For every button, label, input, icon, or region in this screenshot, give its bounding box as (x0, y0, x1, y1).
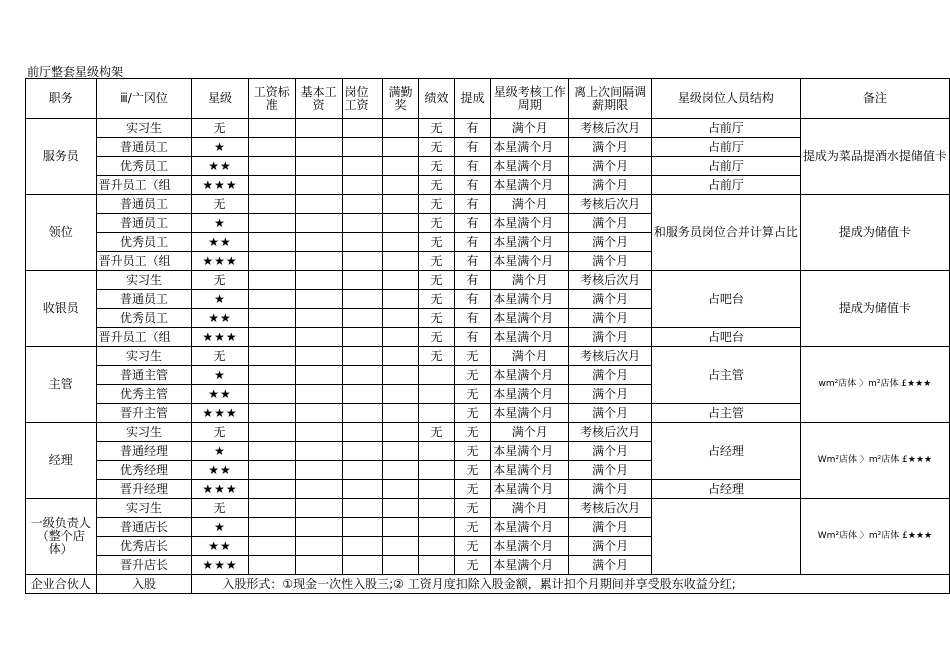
position-cell: 优秀员工 (96, 233, 192, 252)
post-salary-cell (342, 252, 382, 271)
staff-structure-cell: 占主管 (651, 347, 800, 404)
commission-cell: 无 (454, 480, 490, 499)
review-cycle-cell: 本星满个月 (491, 252, 569, 271)
star-cell: 无 (192, 347, 248, 366)
salary-standard-cell (248, 385, 295, 404)
commission-cell: 有 (454, 157, 490, 176)
commission-cell: 有 (454, 271, 490, 290)
post-salary-cell (342, 385, 382, 404)
commission-cell: 无 (454, 442, 490, 461)
base-salary-cell (295, 233, 342, 252)
table-row (26, 271, 950, 290)
position-cell: 实习生 (96, 499, 192, 518)
commission-cell: 无 (454, 461, 490, 480)
remarks-cell: 提成为储值卡 (800, 195, 949, 271)
star-cell: 无 (192, 195, 248, 214)
base-salary-cell (295, 328, 342, 347)
review-cycle-cell: 满个月 (491, 499, 569, 518)
position-cell: 实习生 (96, 119, 192, 138)
attendance-bonus-cell (382, 499, 418, 518)
performance-cell: 无 (419, 138, 455, 157)
raise-interval-cell: 满个月 (569, 290, 652, 309)
salary-standard-cell (248, 309, 295, 328)
star-cell: ★★ (192, 309, 248, 328)
performance-cell: 无 (419, 176, 455, 195)
star-cell: ★ (192, 138, 248, 157)
attendance-bonus-cell (382, 366, 418, 385)
base-salary-cell (295, 119, 342, 138)
review-cycle-cell: 满个月 (491, 423, 569, 442)
staff-structure-cell: 占吧台 (651, 271, 800, 328)
table-row (26, 195, 950, 214)
star-cell: 无 (192, 119, 248, 138)
position-cell: 普通经理 (96, 442, 192, 461)
commission-cell: 有 (454, 195, 490, 214)
raise-interval-cell: 满个月 (569, 537, 652, 556)
attendance-bonus-cell (382, 214, 418, 233)
commission-cell: 有 (454, 214, 490, 233)
salary-standard-cell (248, 157, 295, 176)
raise-interval-cell: 满个月 (569, 556, 652, 575)
raise-interval-cell: 满个月 (569, 366, 652, 385)
commission-cell: 无 (454, 518, 490, 537)
post-salary-cell (342, 157, 382, 176)
salary-standard-cell (248, 499, 295, 518)
header-cell-review-cycle: 星级考核工作周期 (491, 79, 569, 119)
header-cell-staff-structure: 星级岗位人员结构 (651, 79, 800, 119)
job-cell: 一级负责人（整个店体） (26, 499, 97, 575)
base-salary-cell (295, 157, 342, 176)
position-cell: 优秀主管 (96, 385, 192, 404)
commission-cell: 无 (454, 537, 490, 556)
star-cell: 无 (192, 271, 248, 290)
salary-standard-cell (248, 404, 295, 423)
review-cycle-cell: 本星满个月 (491, 290, 569, 309)
performance-cell: 无 (419, 214, 455, 233)
post-salary-cell (342, 328, 382, 347)
performance-cell: 无 (419, 252, 455, 271)
table-row (26, 347, 950, 366)
raise-interval-cell: 满个月 (569, 176, 652, 195)
position-cell: 普通员工 (96, 138, 192, 157)
post-salary-cell (342, 518, 382, 537)
staff-structure-cell (651, 499, 800, 575)
attendance-bonus-cell (382, 157, 418, 176)
raise-interval-cell: 满个月 (569, 157, 652, 176)
post-salary-cell (342, 347, 382, 366)
commission-cell: 有 (454, 328, 490, 347)
salary-standard-cell (248, 442, 295, 461)
performance-cell (419, 518, 455, 537)
performance-cell (419, 499, 455, 518)
star-cell: ★★★ (192, 252, 248, 271)
position-cell: 普通员工 (96, 195, 192, 214)
salary-standard-cell (248, 461, 295, 480)
commission-cell: 有 (454, 252, 490, 271)
attendance-bonus-cell (382, 404, 418, 423)
attendance-bonus-cell (382, 138, 418, 157)
review-cycle-cell: 本星满个月 (491, 480, 569, 499)
base-salary-cell (295, 461, 342, 480)
star-cell: ★★ (192, 233, 248, 252)
salary-standard-cell (248, 119, 295, 138)
remarks-cell: Wm²店体 〉m²店体 £★★★ (800, 423, 949, 499)
post-salary-cell (342, 271, 382, 290)
star-cell: ★★ (192, 461, 248, 480)
post-salary-cell (342, 119, 382, 138)
review-cycle-cell: 本星满个月 (491, 518, 569, 537)
equity-form-text: 入股形式：①现金一次性入股三;② 工资月度扣除入股金额，累计扣个月期间并享受股东收益分红; (192, 575, 950, 594)
attendance-bonus-cell (382, 556, 418, 575)
post-salary-cell (342, 499, 382, 518)
header-cell-post-salary: 岗位工资 (342, 79, 382, 119)
post-salary-cell (342, 290, 382, 309)
raise-interval-cell: 考核后次月 (569, 347, 652, 366)
base-salary-cell (295, 442, 342, 461)
commission-cell: 有 (454, 233, 490, 252)
raise-interval-cell: 满个月 (569, 442, 652, 461)
commission-cell: 无 (454, 385, 490, 404)
review-cycle-cell: 本星满个月 (491, 233, 569, 252)
commission-cell: 有 (454, 138, 490, 157)
commission-cell: 有 (454, 290, 490, 309)
remarks-cell: 提成为菜品提酒水提储值卡 (800, 119, 949, 195)
position-cell: 优秀经理 (96, 461, 192, 480)
star-cell: ★★★ (192, 556, 248, 575)
base-salary-cell (295, 366, 342, 385)
commission-cell: 有 (454, 309, 490, 328)
post-salary-cell (342, 195, 382, 214)
attendance-bonus-cell (382, 290, 418, 309)
staff-structure-cell: 占前厅 (651, 119, 800, 138)
review-cycle-cell: 本星满个月 (491, 328, 569, 347)
header-cell-position: ⅲ/亠冈位 (96, 79, 192, 119)
salary-standard-cell (248, 423, 295, 442)
performance-cell: 无 (419, 157, 455, 176)
salary-standard-cell (248, 271, 295, 290)
review-cycle-cell: 本星满个月 (491, 442, 569, 461)
attendance-bonus-cell (382, 442, 418, 461)
attendance-bonus-cell (382, 252, 418, 271)
position-cell: 入股 (96, 575, 192, 594)
attendance-bonus-cell (382, 328, 418, 347)
performance-cell: 无 (419, 271, 455, 290)
base-salary-cell (295, 499, 342, 518)
review-cycle-cell: 本星满个月 (491, 214, 569, 233)
commission-cell: 有 (454, 176, 490, 195)
header-cell-remarks: 备注 (800, 79, 949, 119)
remarks-cell: Wm²店体 〉m²店体 £★★★ (800, 499, 949, 575)
star-cell: ★★★ (192, 480, 248, 499)
position-cell: 晋升店长 (96, 556, 192, 575)
base-salary-cell (295, 423, 342, 442)
salary-standard-cell (248, 176, 295, 195)
post-salary-cell (342, 214, 382, 233)
header-cell-job: 职务 (26, 79, 97, 119)
job-cell: 经理 (26, 423, 97, 499)
position-cell: 优秀店长 (96, 537, 192, 556)
review-cycle-cell: 满个月 (491, 195, 569, 214)
salary-standard-cell (248, 252, 295, 271)
performance-cell: 无 (419, 119, 455, 138)
post-salary-cell (342, 461, 382, 480)
raise-interval-cell: 考核后次月 (569, 271, 652, 290)
salary-standard-cell (248, 214, 295, 233)
base-salary-cell (295, 556, 342, 575)
salary-standard-cell (248, 290, 295, 309)
star-cell: ★ (192, 214, 248, 233)
star-cell: ★ (192, 366, 248, 385)
base-salary-cell (295, 385, 342, 404)
raise-interval-cell: 满个月 (569, 138, 652, 157)
header-cell-commission: 提成 (454, 79, 490, 119)
salary-standard-cell (248, 537, 295, 556)
review-cycle-cell: 本星满个月 (491, 309, 569, 328)
table-header-row (26, 79, 950, 119)
base-salary-cell (295, 347, 342, 366)
star-cell: ★ (192, 442, 248, 461)
performance-cell (419, 537, 455, 556)
partner-row (26, 575, 950, 594)
position-cell: 晋升员工（组 (96, 252, 192, 271)
post-salary-cell (342, 309, 382, 328)
staff-structure-cell: 和服务员岗位合并计算占比 (651, 195, 800, 271)
header-cell-raise-interval: 离上次间隔调薪期限 (569, 79, 652, 119)
attendance-bonus-cell (382, 271, 418, 290)
post-salary-cell (342, 404, 382, 423)
post-salary-cell (342, 537, 382, 556)
table-row (26, 423, 950, 442)
salary-standard-cell (248, 328, 295, 347)
document-title: 前厅整套星级构架 (27, 65, 124, 79)
base-salary-cell (295, 176, 342, 195)
review-cycle-cell: 本星满个月 (491, 537, 569, 556)
star-cell: ★ (192, 518, 248, 537)
performance-cell (419, 442, 455, 461)
raise-interval-cell: 满个月 (569, 252, 652, 271)
position-cell: 普通店长 (96, 518, 192, 537)
position-cell: 普通员工 (96, 290, 192, 309)
position-cell: 实习生 (96, 347, 192, 366)
star-cell: 无 (192, 423, 248, 442)
raise-interval-cell: 考核后次月 (569, 195, 652, 214)
position-cell: 优秀员工 (96, 157, 192, 176)
staff-structure-cell: 占前厅 (651, 176, 800, 195)
post-salary-cell (342, 442, 382, 461)
review-cycle-cell: 满个月 (491, 119, 569, 138)
attendance-bonus-cell (382, 480, 418, 499)
raise-interval-cell: 满个月 (569, 461, 652, 480)
base-salary-cell (295, 138, 342, 157)
commission-cell: 无 (454, 423, 490, 442)
review-cycle-cell: 本星满个月 (491, 366, 569, 385)
attendance-bonus-cell (382, 119, 418, 138)
raise-interval-cell: 满个月 (569, 214, 652, 233)
review-cycle-cell: 本星满个月 (491, 176, 569, 195)
commission-cell: 无 (454, 347, 490, 366)
position-cell: 晋升经理 (96, 480, 192, 499)
attendance-bonus-cell (382, 233, 418, 252)
staff-structure-cell: 占主管 (651, 404, 800, 423)
star-cell: ★★★ (192, 328, 248, 347)
post-salary-cell (342, 138, 382, 157)
review-cycle-cell: 本星满个月 (491, 385, 569, 404)
attendance-bonus-cell (382, 347, 418, 366)
review-cycle-cell: 满个月 (491, 271, 569, 290)
base-salary-cell (295, 309, 342, 328)
table-row (26, 119, 950, 138)
post-salary-cell (342, 480, 382, 499)
raise-interval-cell: 满个月 (569, 309, 652, 328)
base-salary-cell (295, 480, 342, 499)
position-cell: 普通主管 (96, 366, 192, 385)
position-cell: 实习生 (96, 423, 192, 442)
base-salary-cell (295, 195, 342, 214)
performance-cell: 无 (419, 195, 455, 214)
position-cell: 晋升主管 (96, 404, 192, 423)
base-salary-cell (295, 518, 342, 537)
header-cell-performance: 绩效 (419, 79, 455, 119)
review-cycle-cell: 本星满个月 (491, 556, 569, 575)
attendance-bonus-cell (382, 423, 418, 442)
commission-cell: 无 (454, 556, 490, 575)
salary-standard-cell (248, 138, 295, 157)
position-cell: 晋升员工（组 (96, 328, 192, 347)
commission-cell: 无 (454, 404, 490, 423)
star-cell: ★ (192, 290, 248, 309)
performance-cell (419, 404, 455, 423)
remarks-cell: 提成为储值卡 (800, 271, 949, 347)
commission-cell: 无 (454, 499, 490, 518)
performance-cell: 无 (419, 347, 455, 366)
base-salary-cell (295, 537, 342, 556)
position-cell: 普通员工 (96, 214, 192, 233)
post-salary-cell (342, 176, 382, 195)
salary-standard-cell (248, 556, 295, 575)
raise-interval-cell: 考核后次月 (569, 499, 652, 518)
job-cell: 领位 (26, 195, 97, 271)
performance-cell: 无 (419, 328, 455, 347)
star-cell: ★★ (192, 157, 248, 176)
performance-cell (419, 556, 455, 575)
job-cell: 主管 (26, 347, 97, 423)
star-cell: ★★ (192, 385, 248, 404)
staff-structure-cell: 占前厅 (651, 138, 800, 157)
table-row (26, 499, 950, 518)
raise-interval-cell: 考核后次月 (569, 423, 652, 442)
star-cell: 无 (192, 499, 248, 518)
position-cell: 晋升员工（组 (96, 176, 192, 195)
star-cell: ★★ (192, 537, 248, 556)
raise-interval-cell: 满个月 (569, 328, 652, 347)
commission-cell: 无 (454, 366, 490, 385)
raise-interval-cell: 满个月 (569, 518, 652, 537)
salary-standard-cell (248, 480, 295, 499)
performance-cell: 无 (419, 309, 455, 328)
performance-cell (419, 480, 455, 499)
staff-structure-cell: 占经理 (651, 423, 800, 480)
performance-cell (419, 366, 455, 385)
header-cell-attendance-bonus: 满勤奖 (382, 79, 418, 119)
base-salary-cell (295, 404, 342, 423)
review-cycle-cell: 本星满个月 (491, 404, 569, 423)
raise-interval-cell: 满个月 (569, 233, 652, 252)
job-cell: 服务员 (26, 119, 97, 195)
post-salary-cell (342, 366, 382, 385)
commission-cell: 有 (454, 119, 490, 138)
header-cell-star: 星级 (192, 79, 248, 119)
performance-cell: 无 (419, 423, 455, 442)
salary-standard-cell (248, 233, 295, 252)
review-cycle-cell: 本星满个月 (491, 157, 569, 176)
base-salary-cell (295, 252, 342, 271)
post-salary-cell (342, 233, 382, 252)
performance-cell: 无 (419, 290, 455, 309)
attendance-bonus-cell (382, 176, 418, 195)
review-cycle-cell: 本星满个月 (491, 461, 569, 480)
star-structure-table (25, 78, 950, 594)
review-cycle-cell: 本星满个月 (491, 138, 569, 157)
performance-cell (419, 385, 455, 404)
attendance-bonus-cell (382, 461, 418, 480)
raise-interval-cell: 满个月 (569, 480, 652, 499)
attendance-bonus-cell (382, 385, 418, 404)
staff-structure-cell: 占吧台 (651, 328, 800, 347)
staff-structure-cell: 占前厅 (651, 157, 800, 176)
attendance-bonus-cell (382, 195, 418, 214)
position-cell: 优秀员工 (96, 309, 192, 328)
job-cell: 企业合伙人 (26, 575, 97, 594)
header-cell-salary-standard: 工资标准 (248, 79, 295, 119)
base-salary-cell (295, 214, 342, 233)
base-salary-cell (295, 290, 342, 309)
job-cell: 收银员 (26, 271, 97, 347)
performance-cell (419, 461, 455, 480)
salary-standard-cell (248, 518, 295, 537)
base-salary-cell (295, 271, 342, 290)
review-cycle-cell: 满个月 (491, 347, 569, 366)
raise-interval-cell: 满个月 (569, 385, 652, 404)
attendance-bonus-cell (382, 537, 418, 556)
star-cell: ★★★ (192, 176, 248, 195)
remarks-cell: wm²店体 〉m²店体 £★★★ (800, 347, 949, 423)
salary-standard-cell (248, 347, 295, 366)
attendance-bonus-cell (382, 518, 418, 537)
staff-structure-cell: 占经理 (651, 480, 800, 499)
salary-standard-cell (248, 366, 295, 385)
header-cell-base-salary: 基本工资 (295, 79, 342, 119)
position-cell: 实习生 (96, 271, 192, 290)
raise-interval-cell: 考核后次月 (569, 119, 652, 138)
performance-cell: 无 (419, 233, 455, 252)
attendance-bonus-cell (382, 309, 418, 328)
post-salary-cell (342, 423, 382, 442)
salary-standard-cell (248, 195, 295, 214)
star-cell: ★★★ (192, 404, 248, 423)
post-salary-cell (342, 556, 382, 575)
raise-interval-cell: 满个月 (569, 404, 652, 423)
